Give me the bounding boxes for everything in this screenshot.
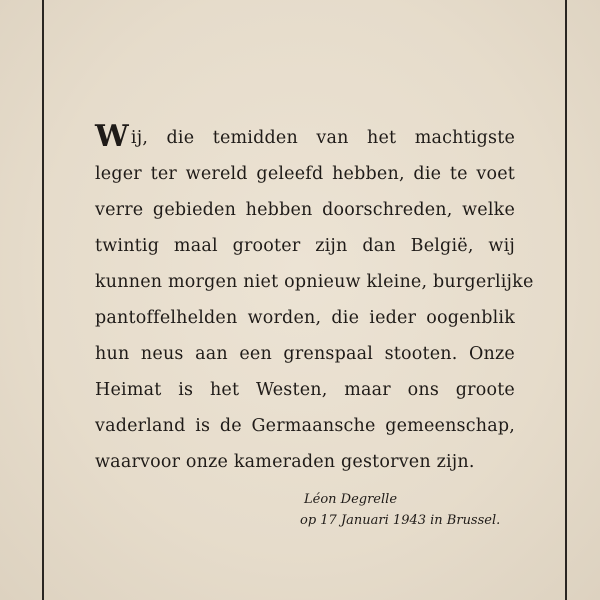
- quote-line: pantoffelhelden worden, die ieder oogenblik: [95, 308, 515, 328]
- quote-line: twintig maal grooter zijn dan België, wij: [95, 236, 515, 256]
- right-border-rule: [565, 0, 567, 600]
- signature-name: Léon Degrelle: [304, 492, 398, 507]
- quote-line: hun neus aan een grenspaal stooten. Onze: [95, 344, 515, 364]
- quote-line: vaderland is de Germaansche gemeenschap,: [95, 416, 515, 436]
- quote-line: leger ter wereld geleefd hebben, die te voet: [95, 164, 515, 184]
- quote-line: waarvoor onze kameraden gestorven zijn.: [95, 452, 475, 472]
- quote-line: verre gebieden hebben doorschreden, welke: [95, 200, 515, 220]
- quote-line: Heimat is het Westen, maar ons groote: [95, 380, 515, 400]
- quote-line: kunnen morgen niet opnieuw kleine, burgerlijke: [95, 272, 534, 292]
- drop-cap: W: [95, 119, 129, 154]
- quote-block: [95, 119, 534, 480]
- left-border-rule: [42, 0, 44, 600]
- quote-line: Wij, die temidden van het machtigste: [95, 119, 515, 154]
- signature-date: op 17 Januari 1943 in Brussel.: [300, 513, 501, 528]
